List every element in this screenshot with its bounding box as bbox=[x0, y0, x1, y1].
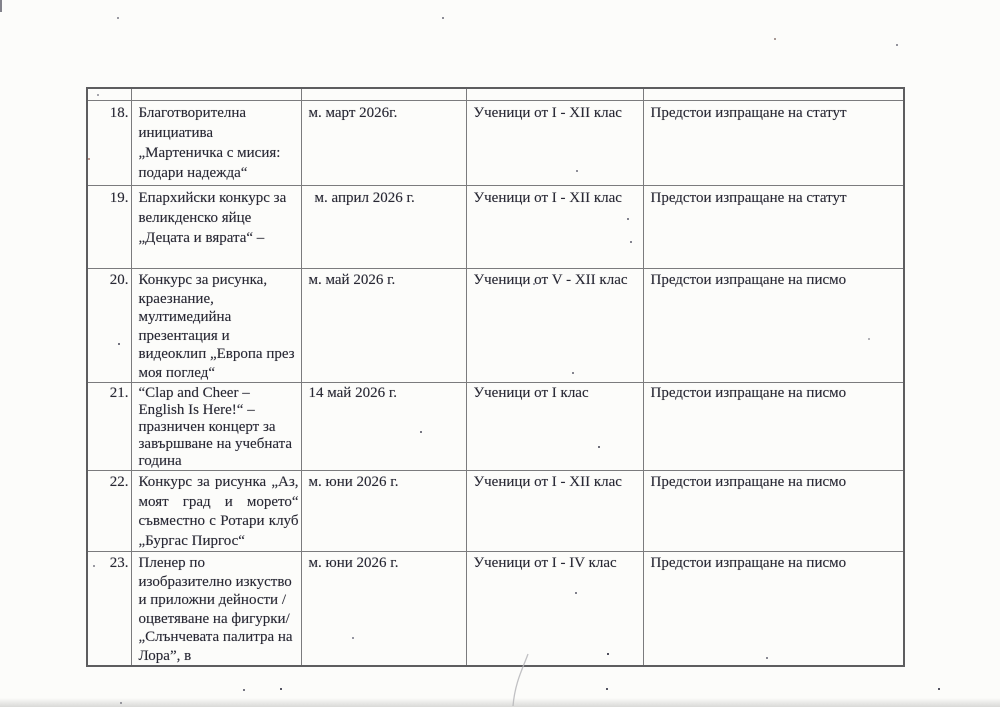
table-row bbox=[87, 471, 904, 552]
cell-row-number: 22. bbox=[87, 471, 131, 552]
table-row bbox=[87, 101, 904, 186]
cell-event-title: Пленер по изобразително изкуство и приложни дейности /оцветяване на фигурки/„Слънчевата палитра на Лора”, в bbox=[131, 552, 301, 667]
events-schedule-table bbox=[86, 87, 905, 667]
cell-participants: Ученици от I клас bbox=[466, 383, 643, 471]
cell-participants: Ученици от I - XII клас bbox=[466, 471, 643, 552]
empty-cell bbox=[87, 88, 131, 101]
empty-cell bbox=[466, 88, 643, 101]
cell-event-title: “Clap and Cheer – English Is Here!“ – празничен концерт за завършване на учебната година bbox=[131, 383, 301, 471]
empty-cell bbox=[131, 88, 301, 101]
table-row bbox=[87, 186, 904, 269]
cell-event-date: м. юни 2026 г. bbox=[301, 471, 466, 552]
cell-status: Предстои изпращане на писмо bbox=[643, 269, 904, 383]
cell-event-date: 14 май 2026 г. bbox=[301, 383, 466, 471]
scan-bottom-edge-shadow bbox=[0, 698, 1000, 707]
cell-status: Предстои изпращане на статут bbox=[643, 186, 904, 269]
cell-participants: Ученици от V - XII клас bbox=[466, 269, 643, 383]
table-row bbox=[87, 269, 904, 383]
cell-participants: Ученици от I - XII клас bbox=[466, 186, 643, 269]
scan-corner-artifact bbox=[0, 0, 2, 12]
empty-cell bbox=[643, 88, 904, 101]
cell-status: Предстои изпращане на писмо bbox=[643, 383, 904, 471]
cell-row-number: 18. bbox=[87, 101, 131, 186]
cell-row-number: 23. bbox=[87, 552, 131, 667]
cell-row-number: 19. bbox=[87, 186, 131, 269]
cell-event-date: м. април 2026 г. bbox=[301, 186, 466, 269]
cell-event-date: м. март 2026г. bbox=[301, 101, 466, 186]
cell-event-title: Благотворителна инициатива „Мартеничка с мисия: подари надежда“ bbox=[131, 101, 301, 186]
cell-participants: Ученици от I - IV клас bbox=[466, 552, 643, 667]
cell-status: Предстои изпращане на писмо bbox=[643, 552, 904, 667]
cell-event-date: м. май 2026 г. bbox=[301, 269, 466, 383]
cell-row-number: 21. bbox=[87, 383, 131, 471]
table-row bbox=[87, 383, 904, 471]
cell-event-title: Конкурс за рисунка „Аз, моят град и морето“ съвместно с Ротари клуб „Бургас Пиргос“ bbox=[131, 471, 301, 552]
cell-event-title: Конкурс за рисунка, краезнание, мултимедийна презентация и видеоклип „Европа през моя поглед“ bbox=[131, 269, 301, 383]
table-empty-top-row bbox=[87, 88, 904, 101]
cell-row-number: 20. bbox=[87, 269, 131, 383]
table-row bbox=[87, 552, 904, 667]
empty-cell bbox=[301, 88, 466, 101]
cell-event-title: Епархийски конкурс за великденско яйце „Децата и вярата“ – bbox=[131, 186, 301, 269]
cell-event-date: м. юни 2026 г. bbox=[301, 552, 466, 667]
cell-participants: Ученици от I - XII клас bbox=[466, 101, 643, 186]
cell-status: Предстои изпращане на статут bbox=[643, 101, 904, 186]
cell-status: Предстои изпращане на писмо bbox=[643, 471, 904, 552]
